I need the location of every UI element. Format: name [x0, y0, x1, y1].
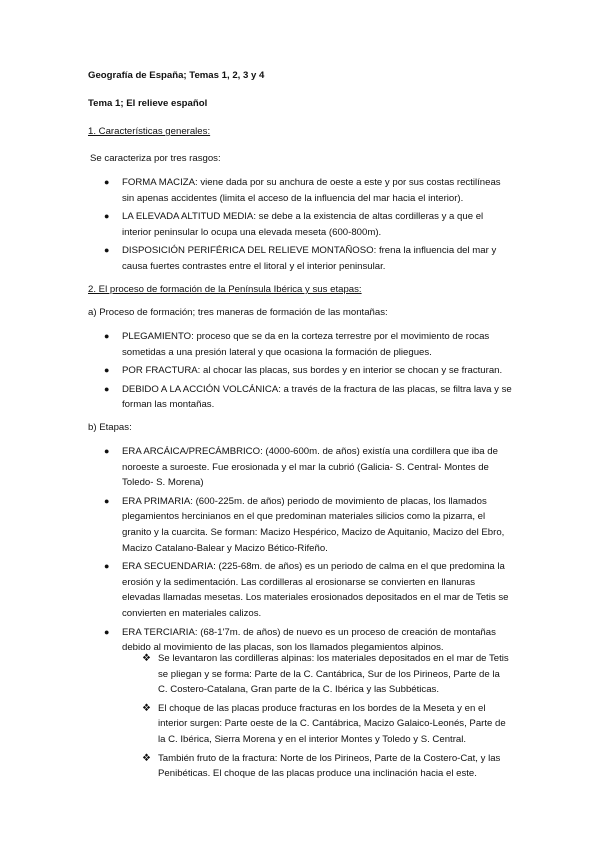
list-item: ● DISPOSICIÓN PERIFÉRICA DEL RELIEVE MONTAÑOSO: frena la influencia del mar y causa fuertes contrastes entre el litoral y el interior peninsular.: [104, 245, 497, 272]
list-item: ● ERA ARCÁICA/PRECÁMBRICO: (4000-600m. de años) existía una cordillera que iba de noroeste a suroeste. Fue erosionada y el mar la cubrió (Galicia- S. Central- Montes de Toledo- S. Morena): [104, 446, 498, 489]
bullet-icon: ●: [104, 211, 110, 222]
list-item: ● PLEGAMIENTO: proceso que se da en la corteza terrestre por el movimiento de rocas sometidas a una presión lateral y que ocasiona la formación de pliegues.: [104, 331, 490, 358]
list-item: ● LA ELEVADA ALTITUD MEDIA: se debe a la existencia de altas cordilleras y a que el interior peninsular lo ocupa una elevada meseta (600-800m).: [104, 211, 484, 238]
list-item: ❖ Se levantaron las cordilleras alpinas: los materiales depositados en el mar de Tetis se pliegan y se forma: Parte de la C. Cantábrica, Sur de los Pirineos, Parte de la C. Costero-Catalana, Gran parte de la C. Ibérica y las Subbéticas.: [142, 653, 509, 696]
bullet-icon: ●: [104, 331, 110, 341]
section1-heading: 1. Características generales:: [88, 126, 211, 137]
section1-intro: Se caracteriza por tres rasgos:: [90, 153, 221, 164]
diamond-bullet-icon: ❖: [142, 653, 151, 664]
tema1-title: Tema 1; El relieve español: [88, 98, 208, 109]
section2-sub-b: b) Etapas:: [88, 422, 132, 433]
section2-sub-a: a) Proceso de formación; tres maneras de formación de las montañas:: [88, 307, 388, 318]
stages-list: [0, 444, 599, 659]
list-item: ● ERA SECUENDARIA: (225-68m. de años) es un periodo de calma en el que predomina la erosión y la sedimentación. Las cordilleras al erosionarse se convierten en llanuras elevadas llamadas mesetas. Los materiales erosionados depositados en el mar de Tetis se convierten en materiales calizos.: [104, 561, 509, 619]
bullet-icon: ●: [104, 495, 110, 506]
section2-heading: 2. El proceso de formación de la Península Ibérica y sus etapas:: [88, 284, 362, 295]
list-item: ❖ El choque de las placas produce fracturas en los bordes de la Meseta y en el interior surgen: Parte oeste de la C. Cantábrica, Macizo Galaico-Leonés, Parte de la C. Ibérica, Sierra Morena y en el interior Montes y Toledo y S. Central.: [142, 702, 506, 745]
bullet-icon: ●: [104, 383, 110, 394]
formation-list: [0, 329, 599, 416]
bullet-icon: ●: [104, 446, 110, 456]
diamond-bullet-icon: ❖: [142, 702, 151, 714]
list-item: ● ERA PRIMARIA: (600-225m. de años) periodo de movimiento de placas, los llamados plegamientos hercinianos en el que predominan materiales silicios como la pizarra, el granito y la cuarcita. Se forman: Macizo Hespérico, Macizo de Aquitanio, Macizo del Ebro, Macizo Catalano-Balear y Macizo Bético-Rifeño.: [104, 495, 505, 554]
bullet-icon: ●: [104, 626, 110, 637]
list-item: ● POR FRACTURA: al chocar las placas, sus bordes y en interior se chocan y se fracturan.: [0, 363, 599, 379]
document-title: Geografía de España; Temas 1, 2, 3 y 4: [88, 70, 265, 81]
list-item: ❖ También fruto de la fractura: Norte de los Pirineos, Parte de la Costero-Cat, y las Penibéticas. El choque de las placas produce una inclinación hacia el este.: [142, 752, 501, 780]
section1-list: [0, 175, 599, 278]
bullet-icon: ●: [104, 365, 110, 376]
list-item: ● FORMA MACIZA: viene dada por su anchura de oeste a este y por sus costas rectilíneas sin apenas accidentes (limita el acceso de la influencia del mar hacia el interior).: [104, 177, 501, 204]
diamond-bullet-icon: ❖: [142, 752, 151, 764]
bullet-icon: ●: [104, 245, 110, 256]
bullet-icon: ●: [104, 177, 110, 187]
list-item: ● DEBIDO A LA ACCIÓN VOLCÁNICA: a través de la fractura de las placas, se filtra lava y se forman las montañas.: [104, 383, 512, 411]
terciaria-sublist: [0, 651, 599, 785]
bullet-icon: ●: [104, 561, 110, 572]
list-item: ● ERA TERCIARIA: (68-1'7m. de años) de nuevo es un proceso de creación de montañas debido al movimiento de las placas, son los llamados plegamientos alpinos.: [104, 626, 496, 654]
